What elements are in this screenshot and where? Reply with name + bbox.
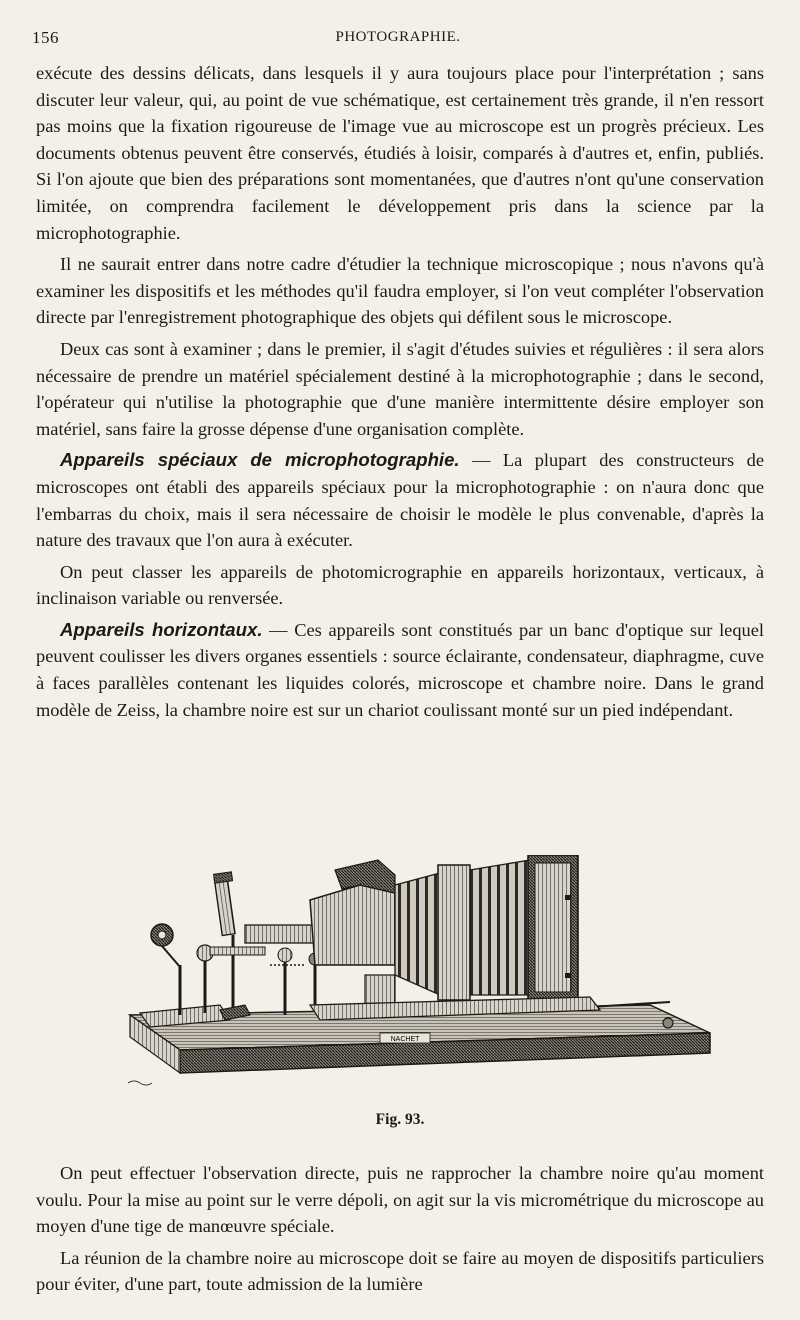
bellows-front <box>395 873 440 995</box>
microscope-tube <box>214 876 235 935</box>
page-header <box>32 28 764 54</box>
paragraph: exécute des dessins délicats, dans lesquels il y aura toujours place pour l'interprétation ; sans discuter leur valeur, qui, au point de vue schématique, est certainement très grande, il n'en ressort pas moins que la fixation rigoureuse de l'image vue au microscope est un progrès précieux. Les documents obtenus peuvent être conservés, étudiés à loisir, comparés à d'autres et, enfin, publiés. Si l'on ajoute que bien des préparations sont momentanées, que d'autres n'ont qu'une conservation limitée, on comprendra facilement le développement pris dans la science par la microphotographie. <box>36 63 764 243</box>
middle-standard <box>438 865 470 1000</box>
paragraph: Il ne saurait entrer dans notre cadre d'étudier la technique microscopique ; nous n'avons qu'à examiner les dispositifs et les méthodes qu'il faudra employer, si l'on veut compléter l'observation directe par l'enregistrement photographique des objets qui défilent sous le microscope. <box>36 254 764 328</box>
figure-illustration <box>110 855 735 1105</box>
paragraph: Appareils horizontaux. — Ces appareils sont constitués par un banc d'optique sur lequel peuvent coulisser les divers organes essentiels : source éclairante, condensateur, diaphragme, cuve à faces parallèles contenant les liquides colorés, microscope et chambre noire. Dans le grand modèle de Zeiss, la chambre noire est sur un chariot coulissant monté sur un pied indépendant. <box>36 618 764 720</box>
light-tube <box>245 925 315 943</box>
maker-mark: NACHET <box>390 1036 420 1043</box>
section-heading: Appareils spéciaux de microphotographie. <box>60 449 460 471</box>
figure-caption: Fig. 93. <box>375 1111 425 1128</box>
section-heading: Appareils horizontaux. <box>60 618 263 640</box>
eyepiece <box>214 872 233 883</box>
paragraph: On peut effectuer l'observation directe, puis ne rapprocher la chambre noire qu'au moment voulu. Pour la mise au point sur le verre dépoli, on agit sur la vis micrométrique du microscope au moyen d'une tige de manœuvre spéciale. <box>36 1163 764 1237</box>
paragraph: Appareils spéciaux de microphotographie. — La plupart des constructeurs de microscopes ont établi des appareils spéciaux pour la microphotographie : on n'aura donc que l'embarras du choix, mais il sera nécessaire de choisir le modèle le plus convenable, d'après la nature des travaux que l'on aura à exécuter. <box>36 449 764 551</box>
engraver-signature <box>128 1081 152 1085</box>
text-block-top <box>36 60 764 723</box>
bellows-rear <box>470 860 530 995</box>
page-number: 156 <box>32 28 59 47</box>
crank-knob <box>663 1018 673 1028</box>
camera-front-standard <box>310 885 395 965</box>
photomicrography-apparatus-engraving <box>110 855 735 1105</box>
paragraph: On peut classer les appareils de photomicrographie en appareils horizontaux, verticaux, à inclinaison variable ou renversée. <box>36 561 764 609</box>
paragraph: Deux cas sont à examiner ; dans le premier, il s'agit d'études suivies et régulières : il sera alors nécessaire de prendre un matériel spécialement destiné à la microphotographie ; dans le second, l'opérateur qui n'utilise la photographie que d'une manière intermittente désire employer son matériel, sans faire la grosse dépense d'une organisation complète. <box>36 338 764 439</box>
running-title: PHOTOGRAPHIE. <box>335 29 461 45</box>
text-block-bottom <box>36 1160 764 1298</box>
stage <box>210 947 265 955</box>
paragraph: La réunion de la chambre noire au microscope doit se faire au moyen de dispositifs particuliers pour éviter, d'une part, toute admission de la lumière <box>36 1247 764 1295</box>
